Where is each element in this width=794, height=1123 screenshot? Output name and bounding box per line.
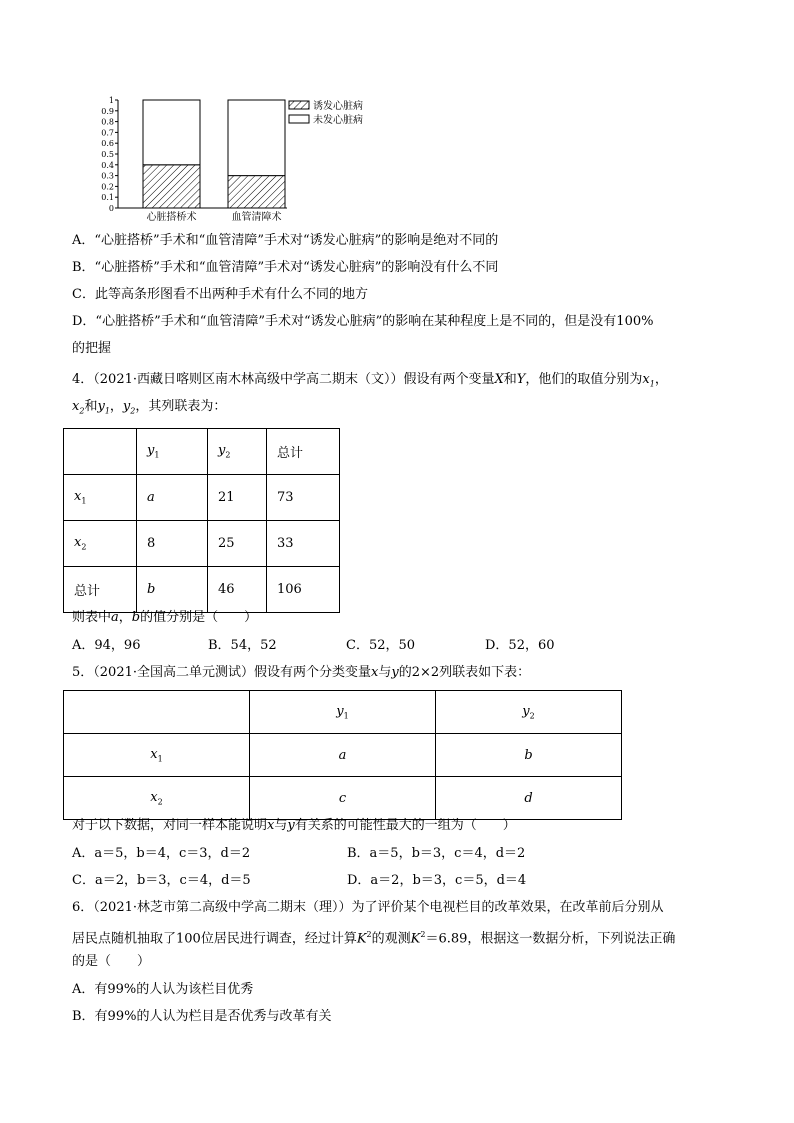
q6-option-b: B．有99%的人认为栏目是否优秀与改革有关: [72, 1009, 332, 1024]
q3-option-b: B．“心脏搭桥”手术和“血管清障”手术对“诱发心脏病”的影响没有什么不同: [72, 260, 499, 275]
table-row: $x_2$ c d: [64, 777, 622, 820]
y-tick-label: 0.7: [101, 128, 114, 138]
q5-option-b: B．a＝5，b＝3，c＝4，d＝2: [347, 846, 526, 861]
q5-contingency-table: [63, 690, 622, 820]
q4-question: 则表中a，b的值分别是（ ）: [72, 610, 258, 625]
table-row: $y_1$ $y_2$: [64, 691, 622, 734]
q4-stem-line1: 4．（2021·西藏日喀则区南木林高级中学高二期末（文））假设有两个变量X和Y，他们的取值分别为$x_1$，: [72, 372, 668, 389]
y-tick-label: 0.5: [101, 150, 114, 159]
y-tick-label: 0.3: [101, 171, 114, 181]
q4-contingency-table: [63, 428, 340, 613]
bar-未发心脏病: [143, 100, 200, 165]
table-row: $y_1$ $y_2$ 总计: [64, 429, 340, 475]
x-tick-label: 血管清障术: [231, 212, 282, 223]
q3-option-c: C．此等高条形图看不出两种手术有什么不同的地方: [72, 287, 368, 302]
y-tick-label: 0.6: [101, 139, 114, 149]
legend-label: 诱发心脏病: [313, 101, 363, 112]
q4-stem-line2: $x_2$和$y_1$，$y_2$，其列联表为：: [72, 399, 227, 416]
stacked-bar-chart: [95, 95, 395, 225]
q4-option-a: A．94，96: [72, 638, 141, 653]
q5-option-c: C．a＝2，b＝3，c＝4，d＝5: [72, 873, 251, 888]
q5-stem: 5．（2021·全国高二单元测试）假设有两个分类变量x与y的2×2列联表如下表：: [72, 665, 531, 680]
q5-question: 对于以下数据，对同一样本能说明x与y有关系的可能性最大的一组为（ ）: [72, 818, 516, 833]
y-tick-label: 0.9: [101, 106, 114, 116]
bar-未发心脏病: [228, 100, 285, 176]
y-tick-label: 1: [108, 96, 114, 105]
table-row: $x_1$ a 21 73: [64, 475, 340, 521]
q5-option-d: D．a＝2，b＝3，c＝5，d＝4: [347, 873, 527, 888]
q6-stem-line1: 6．（2021·林芝市第二高级中学高二期末（理））为了评价某个电视栏目的改革效果，在改革前后分别从: [72, 900, 664, 915]
y-tick-label: 0.1: [101, 193, 114, 203]
q3-option-d-line2: 的把握: [72, 341, 112, 356]
q6-stem-line2: 居民点随机抽取了100位居民进行调查，经过计算$K^2$的观测$K^2=6.89$，根据这一数据分析，下列说法正确: [72, 930, 676, 947]
q3-option-d-line1: D．“心脏搭桥”手术和“血管清障”手术对“诱发心脏病”的影响在某种程度上是不同的，但是没有100%: [72, 314, 654, 329]
legend-label: 未发心脏病: [313, 115, 363, 126]
table-row: $x_2$ 8 25 33: [64, 521, 340, 567]
y-tick-label: 0.4: [101, 160, 114, 170]
q4-option-b: B．54，52: [208, 638, 277, 653]
legend-swatch-hatched: [289, 101, 309, 109]
bar-诱发心脏病: [143, 165, 200, 208]
bar-诱发心脏病: [228, 176, 285, 208]
x-tick-label: 心脏搭桥术: [146, 212, 197, 223]
q4-option-c: C．52，50: [346, 638, 416, 653]
y-tick-label: 0.2: [101, 182, 114, 192]
q6-option-a: A．有99%的人认为该栏目优秀: [72, 982, 254, 997]
q3-option-a: A．“心脏搭桥”手术和“血管清障”手术对“诱发心脏病”的影响是绝对不同的: [72, 233, 499, 248]
y-tick-label: 0.8: [101, 117, 114, 127]
q4-option-d: D．52，60: [485, 638, 555, 653]
q5-option-a: A．a＝5，b＝4，c＝3，d＝2: [72, 846, 251, 861]
table-row: 总计 b 46 106: [64, 567, 340, 613]
y-tick-label: 0: [108, 204, 114, 213]
table-row: $x_1$ a b: [64, 734, 622, 777]
legend-swatch-blank: [289, 115, 309, 123]
q6-stem-line3: 的是（ ）: [72, 954, 151, 969]
